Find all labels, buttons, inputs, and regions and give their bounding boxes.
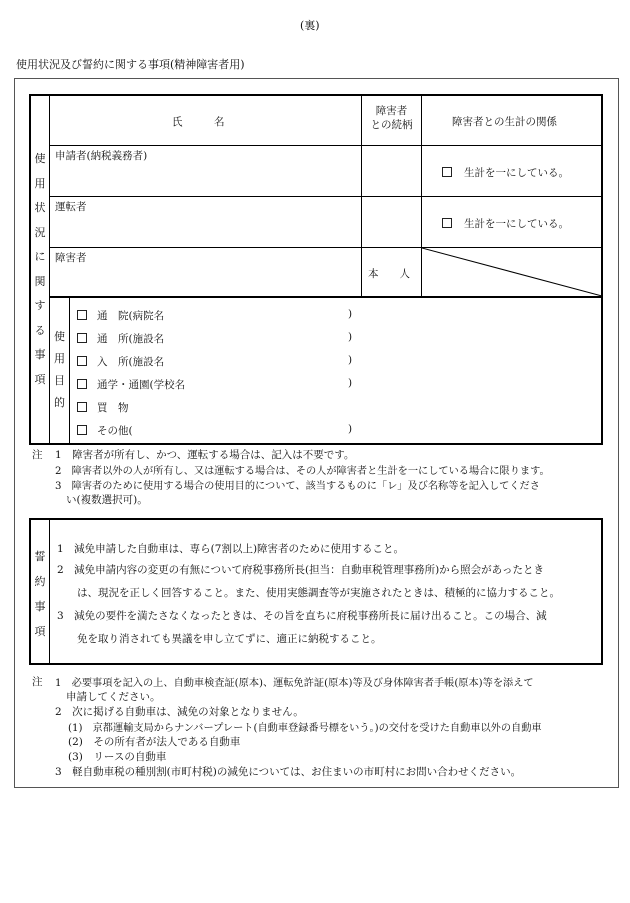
oath-line: 免を取り消されても異議を申し立てずに、適正に納税すること。 (77, 633, 382, 645)
checkbox[interactable] (77, 402, 87, 412)
diagonal-line (422, 248, 602, 297)
checkbox[interactable] (77, 333, 87, 343)
notes2-item: (2) その所有者が法人である自動車 (68, 736, 241, 748)
purpose-side-label: 使 用 目 的 (54, 330, 65, 409)
notes2-item: 2 次に掲げる自動車は、減免の対象となりません。 (55, 706, 304, 718)
household-check-applicant[interactable]: 生計を一にしている。 (442, 165, 569, 180)
checkbox[interactable] (442, 167, 452, 177)
notes2-head: 注 (32, 676, 43, 688)
checkbox[interactable] (77, 310, 87, 320)
purpose-facility-visit[interactable]: 通 所(施設名 ) (77, 331, 164, 346)
notes1-item: 1 障害者が所有し、かつ、運転する場合は、記入は不要です。 (55, 449, 355, 461)
notes2-item: 申請してください。 (66, 691, 161, 703)
row-driver-label: 運転者 (55, 201, 87, 213)
relation-self: 本 人 (368, 268, 410, 280)
purpose-school[interactable]: 通学・通園(学校名 ) (77, 377, 185, 392)
oath-line: 2 減免申請内容の変更の有無について府税事務所長(担当：自動車税管理事務所)から照会があったとき (57, 564, 545, 576)
header-relation: 障害者 との続柄 (370, 105, 413, 131)
notes2-item: 3 軽自動車税の種別割(市町村税)の減免については、お住まいの市町村にお問い合わせください。 (55, 766, 522, 778)
oath-line: 1 減免申請した自動車は、専ら(7割以上)障害者のために使用すること。 (57, 543, 405, 555)
household-check-driver[interactable]: 生計を一にしている。 (442, 216, 569, 231)
notes1-item: 2 障害者以外の人が所有し、又は運転する場合は、その人が障害者と生計を一にしている場合に限ります。 (55, 466, 550, 477)
row-disabled-label: 障害者 (55, 252, 87, 264)
checkbox[interactable] (77, 379, 87, 389)
section-title: 使用状況及び誓約に関する事項(精神障害者用) (16, 58, 245, 71)
purpose-facility-stay[interactable]: 入 所(施設名 ) (77, 354, 164, 369)
oath-line: 3 減免の要件を満たさなくなったときは、その旨を直ちに府税事務所長に届け出ること。この場合、減 (57, 610, 547, 622)
notes1-head: 注 (32, 449, 43, 461)
purpose-other[interactable]: その他( ) (77, 423, 133, 438)
header-name: 氏 名 (172, 116, 225, 128)
checkbox[interactable] (77, 425, 87, 435)
notes1-item: い(複数選択可)。 (66, 494, 148, 506)
notes2-item: (3) リースの自動車 (68, 751, 167, 763)
header-household: 障害者との生計の関係 (452, 116, 557, 128)
checkbox[interactable] (77, 356, 87, 366)
purpose-hospital[interactable]: 通 院(病院名 ) (77, 308, 164, 323)
notes1-item: 3 障害者のために使用する場合の使用目的について、該当するものに「レ」及び名称等を記入してくださ (55, 481, 540, 492)
usage-side-label: 使 用 状 況 に 関 す る 事 項 (34, 152, 46, 386)
oath-line: は、現況を正しく回答すること。また、使用実態調査等が実施されたときは、積極的に協力すること。 (77, 587, 560, 599)
oath-side-label: 誓 約 事 項 (34, 550, 46, 638)
purpose-shopping[interactable]: 買 物 (77, 400, 129, 415)
notes2-item: (1) 京都運輸支局からナンバープレート(自動車登録番号標をいう。)の交付を受けた自動車以外の自動車 (68, 723, 542, 734)
row-applicant-label: 申請者(納税義務者) (55, 150, 148, 162)
notes2-item: 1 必要事項を記入の上、自動車検査証(原本)、運転免許証(原本)等及び身体障害者手帳(原本)等を添えて (55, 678, 534, 689)
page-label: (裏) (300, 19, 320, 32)
checkbox[interactable] (442, 218, 452, 228)
